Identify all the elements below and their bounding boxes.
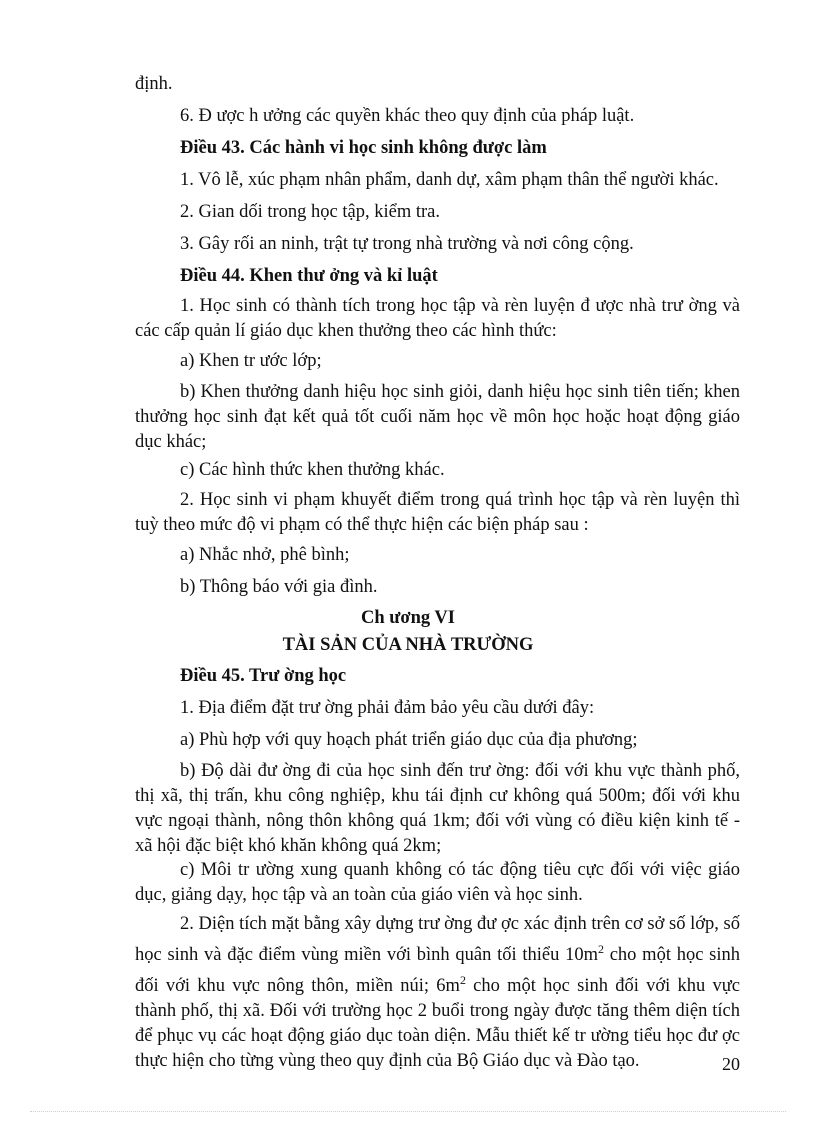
paragraph-right-6: 6. Đ ược h ưởng các quyền khác theo quy định của pháp luật. bbox=[180, 106, 635, 126]
chapter-title: TÀI SẢN CỦA NHÀ TRƯỜNG bbox=[282, 635, 534, 655]
paragraph-location-1: 1. Địa điểm đặt trư ờng phải đảm bảo yêu cầu dưới đây: bbox=[180, 698, 595, 718]
area-text-part-2: cho một học sinh đối với khu vực nông thôn, miền núi; 6m bbox=[135, 945, 740, 997]
area-text-part-1: 2. Diện tích mặt bằng xây dựng trư ờng đư ợc xác định trên cơ sở số lớp, số học sinh và đặc điểm vùng miền với bình quân tối thiểu 10m bbox=[135, 914, 740, 966]
superscript-squared: 2 bbox=[597, 942, 604, 956]
paragraph-discipline-a: a) Nhắc nhở, phê bình; bbox=[180, 545, 350, 565]
paragraph-discipline-2: 2. Học sinh vi phạm khuyết điểm trong quá trình học tập và rèn luyện thì tuỳ theo mức độ vi phạm có thể thực hiện các biện pháp sau : bbox=[135, 490, 740, 535]
paragraph-discipline-b: b) Thông báo với gia đình. bbox=[180, 577, 378, 597]
superscript-squared: 2 bbox=[459, 973, 466, 988]
paragraph-prohibited-3: 3. Gây rối an ninh, trật tự trong nhà trường và nơi công cộng. bbox=[180, 234, 634, 254]
article-43-heading: Điều 43. Các hành vi học sinh không được làm bbox=[180, 138, 547, 158]
paragraph-location-b: b) Độ dài đư ờng đi của học sinh đến trư ờng: đối với khu vực thành phố, thị xã, thị trấn, khu công nghiệp, khu tái định cư không quá 500m; đối với khu vực ngoại thành, nông thôn không quá 1km; đối với vùng có điều kiện kinh tế - xã hội đặc biệt khó khăn không quá 2km; bbox=[135, 761, 740, 856]
article-45-heading: Điều 45. Trư ờng học bbox=[180, 666, 347, 686]
paragraph-reward-b: b) Khen thưởng danh hiệu học sinh giỏi, danh hiệu học sinh tiên tiến; khen thưởng học sinh đạt kết quả tốt cuối năm học về môn học hoặc hoạt động giáo dục khác; bbox=[135, 382, 740, 452]
paragraph-location-c: c) Môi tr ường xung quanh không có tác động tiêu cực đối với việc giáo dục, giảng dạy, học tập và an toàn của giáo viên và học sinh. bbox=[135, 860, 740, 905]
paragraph-location-a: a) Phù hợp với quy hoạch phát triển giáo dục của địa phương; bbox=[180, 730, 638, 750]
article-44-heading: Điều 44. Khen thư ởng và kỉ luật bbox=[180, 266, 438, 286]
paragraph-prohibited-2: 2. Gian dối trong học tập, kiểm tra. bbox=[180, 202, 440, 222]
paragraph-continuation: định. bbox=[135, 74, 173, 94]
chapter-number: Ch ương VI bbox=[360, 608, 455, 628]
paragraph-area-2 bbox=[135, 912, 740, 1074]
area-text-part-3: cho một học sinh đối với khu vực thành phố, thị xã. Đối với trường học 2 buổi trong ngày được tăng thêm diện tích để phục vụ các hoạt động giáo dục toàn diện. Mẫu thiết kế tr ường tiểu học đư ợc thực hiện cho từng vùng theo quy định của Bộ Giáo dục và Đào tạo. bbox=[135, 976, 740, 1072]
paragraph-reward-c: c) Các hình thức khen thưởng khác. bbox=[180, 460, 445, 480]
paragraph-reward-1: 1. Học sinh có thành tích trong học tập và rèn luyện đ ược nhà trư ờng và các cấp quản lí giáo dục khen thưởng theo các hình thức: bbox=[135, 296, 740, 341]
page-bottom-rule bbox=[30, 1111, 786, 1112]
paragraph-prohibited-1: 1. Vô lễ, xúc phạm nhân phẩm, danh dự, xâm phạm thân thể người khác. bbox=[180, 170, 719, 190]
paragraph-reward-a: a) Khen tr ước lớp; bbox=[180, 351, 322, 371]
page-number: 20 bbox=[722, 1054, 740, 1074]
